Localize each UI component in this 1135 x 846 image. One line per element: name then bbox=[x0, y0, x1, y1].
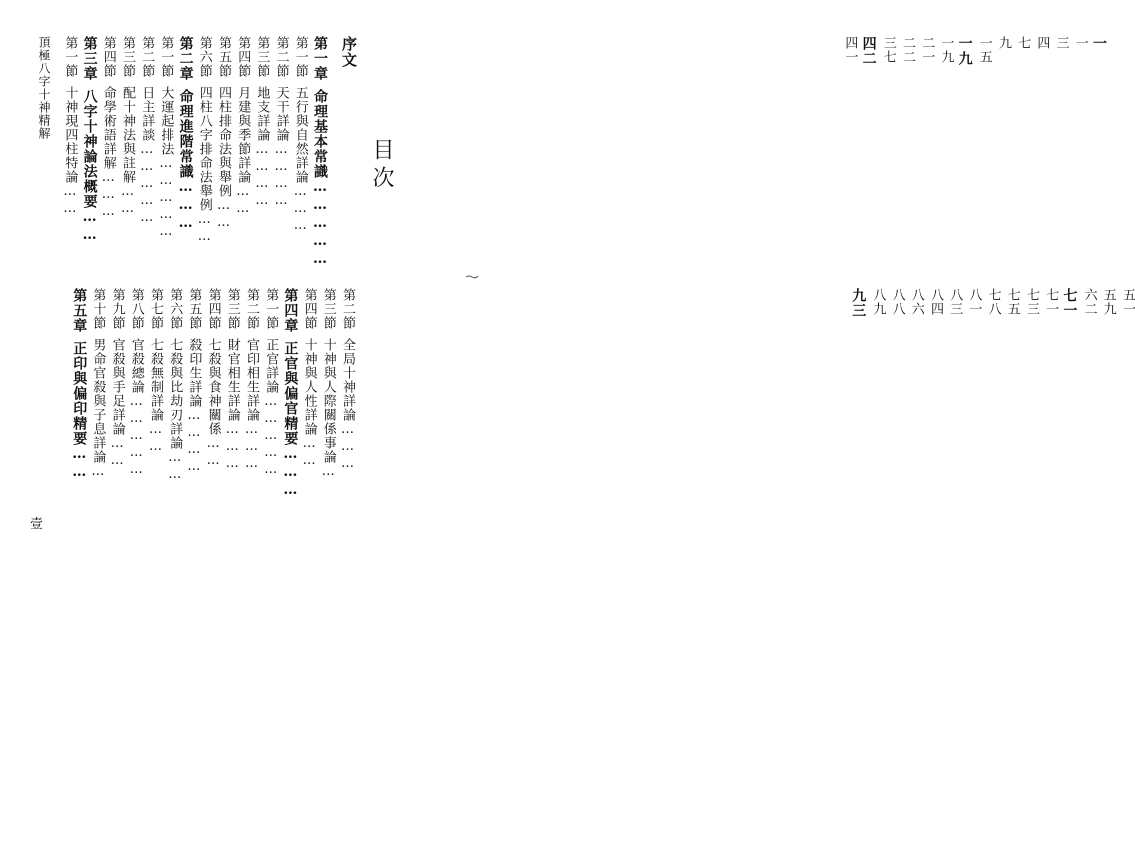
toc-entry-title: 命理基本常識 bbox=[312, 89, 328, 179]
toc-entry-title: 十神與人際關係事論 bbox=[320, 338, 336, 464]
toc-entry-label: 第七節 bbox=[148, 288, 163, 330]
toc-entry-label: 第三節 bbox=[320, 288, 336, 330]
toc-entry-page: 四二 bbox=[860, 36, 877, 66]
toc-entry-label: 第八節 bbox=[128, 288, 144, 330]
toc-entry-leader: …………… bbox=[158, 156, 174, 241]
toc-entry-page: 八三 bbox=[947, 288, 963, 316]
toc-title: 目次 bbox=[369, 138, 394, 194]
toc-entry-title: 四柱排命法與舉例 bbox=[216, 86, 231, 198]
toc-entry-title: 八字十神論法概要 bbox=[81, 89, 98, 209]
toc-entry-title: 天干詳論 bbox=[273, 86, 289, 142]
toc-entry-leader: …… bbox=[235, 184, 251, 218]
toc-entry-title: 配十神法與註解 bbox=[120, 86, 135, 184]
toc-entry-page: 一五 bbox=[976, 36, 992, 64]
toc-entry-page: 九 bbox=[996, 36, 1011, 50]
toc-entry-title: 全局十神詳論 bbox=[340, 338, 355, 422]
toc-entry-leader: …………… bbox=[312, 179, 328, 269]
toc-entry-leader: ………… bbox=[186, 408, 202, 476]
toc-entry-title: 男命官殺與子息詳論 bbox=[90, 338, 106, 464]
toc-entry-title: 地支詳論 bbox=[254, 86, 270, 142]
toc-entry-leader: ……… bbox=[100, 170, 116, 221]
toc-entry-label: 第四節 bbox=[301, 288, 317, 330]
toc-entry-label: 第三節 bbox=[120, 36, 135, 78]
toc-entry-leader: ……… bbox=[224, 422, 240, 473]
toc-entry-leader: …… bbox=[301, 436, 317, 470]
toc-entry-label: 第六節 bbox=[167, 288, 183, 330]
folio-page-number: 壹 bbox=[30, 517, 44, 532]
toc-entry-page: 五一 bbox=[1120, 288, 1135, 316]
toc-entry-page: 三七 bbox=[880, 36, 896, 64]
toc-entry-page: 七一 bbox=[1061, 288, 1078, 318]
toc-entry-leader: …… bbox=[216, 198, 231, 232]
toc-entry-leader: ……… bbox=[244, 422, 259, 473]
toc-entry-title: 七殺與食神關係 bbox=[205, 338, 221, 436]
toc-entry-page: 一 bbox=[1091, 36, 1107, 51]
toc-entry-title: 官殺總論 bbox=[128, 338, 144, 394]
toc-entry-label: 第二節 bbox=[273, 36, 289, 78]
toc-entry-leader: …………… bbox=[139, 142, 155, 227]
toc-entry-leader: …………… bbox=[128, 394, 144, 479]
toc-entry-leader: …… bbox=[71, 446, 88, 482]
toc-entry-label: 第四節 bbox=[235, 36, 251, 78]
toc-entry-page: 四一 bbox=[842, 36, 858, 64]
toc-entry-leader: ………… bbox=[254, 142, 270, 210]
toc-entry-leader: …… bbox=[62, 184, 78, 218]
toc-entry-title: 正官與偏官精要 bbox=[282, 341, 299, 446]
toc-entry-label: 第一章 bbox=[312, 36, 328, 81]
toc-entry-page: 七 bbox=[1015, 36, 1031, 50]
toc-entry-leader: …… bbox=[109, 436, 125, 470]
toc-entry-label: 第十節 bbox=[90, 288, 106, 330]
toc-entry-leader: ………… bbox=[273, 142, 289, 210]
toc-entry-leader: …… bbox=[81, 209, 98, 245]
toc-entry-leader: ……… bbox=[282, 446, 299, 500]
toc-entry-title: 日主詳談 bbox=[139, 86, 155, 142]
toc-entry-leader: ……… bbox=[177, 179, 194, 233]
toc-entry-title: 四柱八字排命法舉例 bbox=[196, 86, 212, 212]
toc-entry-label: 第四章 bbox=[282, 288, 299, 333]
toc-entry-title: 十神現四柱特論 bbox=[62, 86, 78, 184]
toc-entry-title: 正官詳論 bbox=[263, 338, 279, 394]
toc-entry-page: 五九 bbox=[1100, 288, 1116, 316]
toc-entry-leader: …… bbox=[120, 184, 135, 218]
toc-entry-label: 第九節 bbox=[109, 288, 125, 330]
toc-entry-page: 七三 bbox=[1024, 288, 1039, 316]
toc-entry-leader: … bbox=[90, 464, 106, 481]
toc-entry-page: 八八 bbox=[889, 288, 905, 316]
toc-entry-leader: …… bbox=[148, 422, 163, 456]
toc-entry-page: 七五 bbox=[1004, 288, 1020, 316]
toc-entry-label: 第一節 bbox=[158, 36, 174, 78]
toc-entry-title: 五行與自然詳論 bbox=[292, 86, 308, 184]
toc-entry-label: 第五章 bbox=[71, 288, 88, 333]
toc-entry-page: 八九 bbox=[870, 288, 886, 316]
toc-entry-title: 七殺與比劫刃詳論 bbox=[167, 338, 183, 450]
toc-entry-title: 官殺與手足詳論 bbox=[109, 338, 125, 436]
toc-entry-page: 四 bbox=[1034, 36, 1050, 50]
toc-entry-page: 二一 bbox=[919, 36, 935, 64]
toc-entry-label: 第五節 bbox=[186, 288, 202, 330]
toc-entry-page: 二二 bbox=[900, 36, 915, 64]
toc-entry-title: 命學術語詳解 bbox=[100, 86, 116, 170]
toc-entry-title: 正印與偏印精要 bbox=[71, 341, 88, 446]
toc-entry-title: 命理進階常識 bbox=[177, 89, 194, 179]
toc-entry-page: 八六 bbox=[908, 288, 924, 316]
toc-entry-label: 第四節 bbox=[205, 288, 221, 330]
toc-entry-label: 第六節 bbox=[196, 36, 212, 78]
preface-entry: 序文 bbox=[340, 36, 358, 68]
toc-entry-page: 一九 bbox=[938, 36, 954, 64]
toc-entry-label: 第一節 bbox=[263, 288, 279, 330]
toc-entry-page: 三 bbox=[1053, 36, 1069, 50]
toc-entry-label: 第一節 bbox=[292, 36, 308, 78]
toc-entry-label: 第四節 bbox=[100, 36, 116, 78]
toc-entry-leader: ……… bbox=[340, 422, 355, 473]
toc-entry-page: 八四 bbox=[928, 288, 943, 316]
toc-entry-label: 第三章 bbox=[81, 36, 98, 81]
toc-entry-leader: … bbox=[320, 464, 336, 481]
toc-entry-label: 第二節 bbox=[244, 288, 259, 330]
toc-entry-page: 七八 bbox=[985, 288, 1001, 316]
toc-entry-title: 七殺無制詳論 bbox=[148, 338, 163, 422]
toc-entry-title: 大運起排法 bbox=[158, 86, 174, 156]
toc-entry-label: 第一節 bbox=[62, 36, 78, 78]
toc-entry-label: 第三節 bbox=[224, 288, 240, 330]
page-header: 頂極八字十神精解 bbox=[37, 36, 51, 140]
toc-entry-label: 第二章 bbox=[177, 36, 194, 81]
toc-entry-page: 七一 bbox=[1043, 288, 1059, 316]
toc-entry-label: 第二節 bbox=[139, 36, 155, 78]
toc-entry-title: 官印相生詳論 bbox=[244, 338, 259, 422]
toc-entry-label: 第五節 bbox=[216, 36, 231, 78]
toc-entry-page: 八一 bbox=[966, 288, 982, 316]
toc-entry-title: 財官相生詳論 bbox=[224, 338, 240, 422]
toc-entry-leader: …………… bbox=[263, 394, 279, 479]
toc-entry-page: 九三 bbox=[850, 288, 867, 318]
toc-entry-page: 一 bbox=[1072, 36, 1088, 50]
toc-entry-page: 一九 bbox=[956, 36, 973, 66]
toc-entry-title: 月建與季節詳論 bbox=[235, 86, 251, 184]
toc-entry-leader: …… bbox=[196, 212, 212, 246]
toc-entry-leader: …… bbox=[205, 436, 221, 470]
toc-entry-page: 六二 bbox=[1081, 288, 1097, 316]
toc-entry-label: 第三節 bbox=[254, 36, 270, 78]
toc-entry-title: 十神與人性詳論 bbox=[301, 338, 317, 436]
toc-entry-leader: …… bbox=[167, 450, 183, 484]
toc-entry-leader: ……… bbox=[292, 184, 308, 235]
toc-entry-label: 第二節 bbox=[340, 288, 355, 330]
toc-entry-title: 殺印生詳論 bbox=[186, 338, 202, 408]
